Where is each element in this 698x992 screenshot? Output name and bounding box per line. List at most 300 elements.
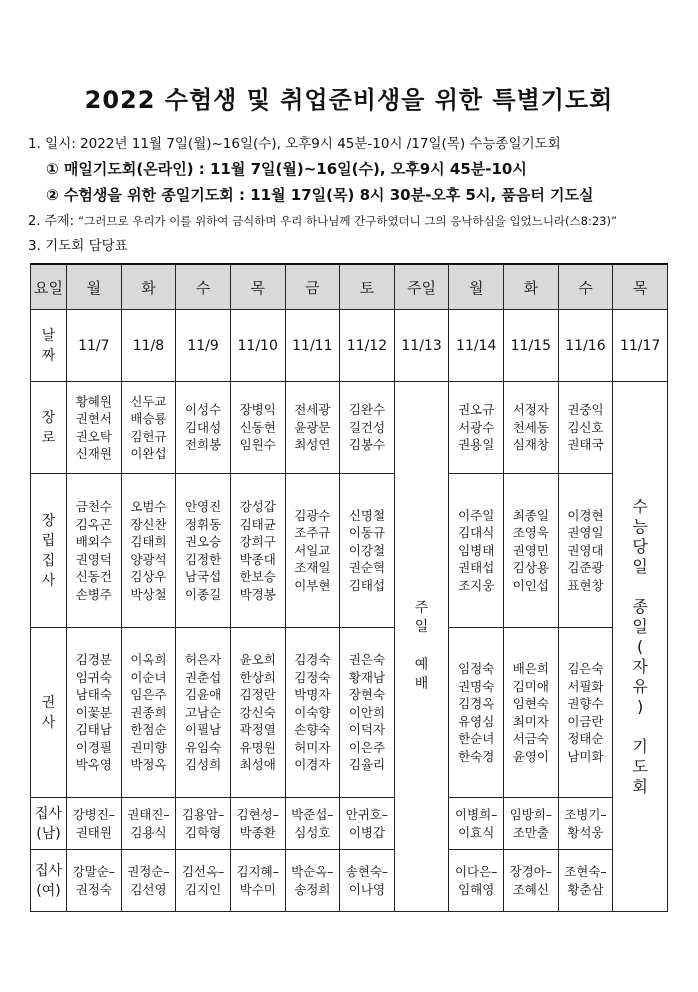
person-name: 임해영 — [458, 881, 495, 897]
person-name: 전희봉 — [184, 437, 222, 453]
date-label-char: 짜 — [41, 347, 56, 364]
date-cell: 11/14 — [449, 310, 504, 382]
person-name: 이안희 — [348, 704, 386, 720]
names-cell — [449, 474, 504, 628]
person-name: 서광수 — [458, 419, 495, 435]
names-cell — [340, 628, 395, 798]
last-day-char: 수 — [632, 496, 648, 516]
person-name: 김신호 — [567, 419, 604, 435]
person-name: 권향수 — [567, 696, 604, 711]
names-cell — [285, 798, 340, 850]
last-day-char: ( — [637, 636, 644, 656]
person-name: 정태순 — [567, 731, 604, 746]
person-name: 이경자 — [294, 757, 331, 773]
person-name: 김태섭 — [348, 577, 386, 593]
person-name: 조혜신 — [512, 881, 549, 897]
names-cell — [176, 474, 231, 628]
person-name: 박종환 — [239, 824, 276, 840]
names-cell — [558, 382, 613, 474]
names-cell — [558, 850, 613, 912]
person-name: 김정란 — [239, 687, 276, 703]
person-name: 김선영 — [130, 881, 167, 897]
person-name: 양광석 — [130, 551, 167, 567]
person-name: 이동규 — [348, 525, 386, 541]
role-label-char: 장 — [41, 409, 56, 426]
person-name: 최성애 — [239, 757, 276, 773]
person-name: 임원수 — [239, 437, 276, 453]
person-name: 서금숙 — [512, 731, 549, 746]
person-name: 강말순– — [72, 864, 116, 879]
person-name: 장경아– — [509, 864, 553, 879]
date-cell: 11/15 — [504, 310, 559, 382]
person-name: 장병익 — [239, 402, 276, 418]
person-name: 권태원 — [75, 824, 112, 840]
person-name: 송정희 — [294, 881, 331, 897]
person-name: 황춘삼 — [567, 881, 604, 897]
person-name: 조지웅 — [458, 577, 495, 593]
person-name: 김정숙 — [294, 669, 331, 685]
date-cell: 11/10 — [230, 310, 285, 382]
person-name: 이필남 — [184, 722, 222, 738]
schedule-line: 1. 일시: 2022년 11월 7일(월)~16일(수), 오후9시 45분-10시 /17일(목) 수능종일기도회 — [28, 136, 561, 152]
names-cell — [504, 798, 559, 850]
person-name: 임방희– — [509, 807, 553, 822]
person-name: 김은숙 — [567, 661, 604, 676]
date-cell: 11/9 — [176, 310, 231, 382]
person-name: 박정옥 — [130, 757, 167, 773]
date-cell: 11/17 — [613, 310, 668, 382]
names-cell — [230, 474, 285, 628]
role-label-char: 집 — [41, 552, 56, 569]
last-day-char: 당 — [632, 536, 648, 556]
date-label-char: 날 — [41, 327, 56, 344]
person-name: 박준섭– — [291, 807, 334, 822]
role-label — [31, 382, 67, 474]
names-cell — [449, 628, 504, 798]
person-name: 임귀숙 — [75, 669, 112, 685]
names-cell — [558, 628, 613, 798]
header-row — [31, 264, 668, 310]
person-name: 정휘동 — [184, 516, 222, 532]
role-label — [31, 628, 67, 798]
person-name: 김경분 — [75, 652, 112, 668]
day-header: 수 — [558, 264, 613, 310]
person-name: 권미향 — [130, 739, 167, 755]
person-name: 최미자 — [512, 713, 549, 729]
person-name: 강병진– — [72, 807, 116, 822]
names-cell — [504, 628, 559, 798]
names-cell — [230, 850, 285, 912]
person-name: 이다은– — [454, 864, 498, 879]
person-name: 권현서 — [75, 411, 112, 426]
person-name: 조현숙– — [564, 864, 607, 879]
person-name: 배승룡 — [130, 411, 167, 426]
person-name: 이금란 — [567, 713, 604, 729]
last-day-char: 일 — [632, 616, 648, 636]
person-name: 신동현 — [239, 419, 276, 435]
person-name: 황석웅 — [567, 824, 604, 840]
header-label: 요일 — [31, 264, 67, 310]
person-name: 박상철 — [130, 586, 167, 602]
person-name: 김정한 — [184, 551, 222, 567]
person-name: 권명숙 — [458, 678, 495, 694]
names-cell — [340, 798, 395, 850]
person-name: 김지인 — [184, 881, 222, 897]
names-cell — [121, 850, 176, 912]
role-label-char: (남) — [36, 825, 61, 842]
person-name: 김준광 — [567, 560, 604, 576]
last-day-char: ) — [637, 696, 644, 716]
sunday-note-char: 일 — [414, 619, 429, 635]
person-name: 이경필 — [75, 739, 112, 755]
person-name: 박명자 — [294, 687, 331, 703]
role-row — [31, 474, 668, 628]
person-name: 황혜원 — [75, 393, 112, 409]
person-name: 임정숙 — [458, 661, 495, 676]
day-header: 월 — [449, 264, 504, 310]
person-name: 이옥희 — [130, 652, 167, 668]
role-label-char: 립 — [41, 532, 56, 549]
person-name: 안영진 — [184, 499, 222, 514]
daily-prayer-line: ① 매일기도회(온라인) : 11월 7일(월)~16일(수), 오후9시 45분-10시 — [46, 160, 527, 178]
day-header: 목 — [230, 264, 285, 310]
person-name: 김옥곤 — [75, 516, 112, 532]
theme-label: 2. 주제: — [28, 214, 79, 229]
person-name: 한점순 — [130, 722, 167, 738]
date-cell: 11/7 — [67, 310, 122, 382]
person-name: 신동건 — [75, 569, 112, 584]
page-title: 2022 수험생 및 취업준비생을 위한 특별기도회 — [84, 86, 614, 114]
person-name: 한보승 — [239, 569, 276, 584]
person-name: 신명철 — [348, 507, 386, 523]
day-header: 토 — [340, 264, 395, 310]
person-name: 박종대 — [239, 551, 276, 567]
names-cell — [449, 798, 504, 850]
names-cell — [121, 798, 176, 850]
person-name: 권정숙 — [75, 881, 112, 897]
allday-prayer-line: ② 수험생을 위한 종일기도회 : 11월 17일(목) 8시 30분-오후 5시, 품음터 기도실 — [46, 186, 594, 204]
names-cell — [67, 798, 122, 850]
person-name: 한숙경 — [458, 748, 495, 764]
last-day-char: 능 — [632, 516, 648, 536]
person-name: 조영욱 — [512, 525, 549, 541]
person-name: 손병주 — [75, 586, 112, 602]
person-name: 강신숙 — [239, 704, 276, 720]
day-header: 화 — [504, 264, 559, 310]
names-cell — [558, 474, 613, 628]
role-label-char: 사 — [41, 714, 56, 731]
day-header: 수 — [176, 264, 231, 310]
role-row — [31, 798, 668, 850]
names-cell — [176, 382, 231, 474]
person-name: 조만출 — [512, 824, 549, 840]
person-name: 김선옥– — [181, 864, 225, 879]
names-cell — [449, 382, 504, 474]
person-name: 오범수 — [130, 499, 167, 514]
person-name: 남태숙 — [75, 687, 112, 703]
person-name: 심재창 — [512, 437, 549, 453]
names-cell — [121, 382, 176, 474]
role-label-char: (여) — [36, 882, 61, 899]
names-cell — [67, 850, 122, 912]
person-name: 김율리 — [348, 757, 386, 773]
names-cell — [176, 850, 231, 912]
person-name: 배은희 — [512, 661, 549, 676]
person-name: 김태남 — [75, 722, 112, 738]
person-name: 송현숙– — [345, 864, 389, 879]
names-cell — [67, 474, 122, 628]
person-name: 박순옥– — [291, 864, 334, 879]
person-name: 김광수 — [294, 507, 331, 523]
person-name: 윤광문 — [294, 419, 331, 435]
last-day-char: 종 — [632, 596, 648, 616]
role-label — [31, 850, 67, 912]
person-name: 권종희 — [130, 704, 167, 720]
names-cell — [285, 382, 340, 474]
names-cell — [121, 628, 176, 798]
last-day-char: 도 — [632, 756, 648, 776]
role-label — [31, 798, 67, 850]
person-name: 권오규 — [458, 402, 495, 418]
person-name: 박경봉 — [239, 586, 276, 602]
person-name: 권용일 — [458, 437, 495, 453]
day-header: 화 — [121, 264, 176, 310]
role-label-char: 장 — [41, 512, 56, 529]
person-name: 배외수 — [75, 534, 112, 549]
prayer-assignment-table — [30, 263, 668, 912]
role-label — [31, 474, 67, 628]
person-name: 김지혜– — [236, 864, 279, 879]
person-name: 이순녀 — [130, 669, 167, 685]
person-name: 권영덕 — [75, 551, 112, 567]
role-row — [31, 850, 668, 912]
date-label — [31, 310, 67, 382]
names-cell — [176, 628, 231, 798]
names-cell — [340, 382, 395, 474]
person-name: 조병기– — [564, 807, 607, 822]
person-name: 권영대 — [567, 542, 604, 558]
date-cell: 11/16 — [558, 310, 613, 382]
person-name: 박옥영 — [75, 757, 112, 773]
person-name: 권순혁 — [348, 560, 386, 576]
person-name: 임현숙 — [512, 696, 549, 711]
names-cell — [230, 628, 285, 798]
person-name: 황재남 — [348, 669, 386, 685]
role-label-char: 권 — [41, 694, 56, 711]
person-name: 길건성 — [348, 419, 386, 435]
person-name: 장신찬 — [130, 516, 167, 532]
person-name: 권오탁 — [75, 428, 112, 444]
person-name: 이나영 — [348, 881, 386, 897]
person-name: 고남순 — [184, 704, 222, 720]
person-name: 이효식 — [458, 824, 495, 840]
assignment-heading: 3. 기도회 담당표 — [28, 238, 128, 254]
person-name: 손향숙 — [294, 722, 331, 738]
person-name: 박수미 — [239, 881, 276, 897]
names-cell — [285, 850, 340, 912]
date-cell: 11/12 — [340, 310, 395, 382]
sunday-note-char: 주 — [414, 600, 429, 616]
last-day-char — [613, 717, 667, 737]
person-name: 김윤애 — [184, 687, 222, 703]
person-name: 한순녀 — [458, 731, 495, 746]
names-cell — [504, 850, 559, 912]
person-name: 유영심 — [458, 713, 495, 729]
person-name: 김용암– — [181, 807, 225, 822]
person-name: 최종일 — [512, 507, 549, 523]
person-name: 장현숙 — [348, 687, 386, 703]
last-day-char: 유 — [632, 676, 648, 696]
person-name: 심성호 — [294, 824, 331, 840]
person-name: 곽정열 — [239, 722, 276, 738]
person-name: 천세동 — [512, 419, 549, 435]
person-name: 권영민 — [512, 542, 549, 558]
day-header: 주일 — [394, 264, 449, 310]
person-name: 권은숙 — [348, 652, 386, 668]
person-name: 김학형 — [184, 824, 222, 840]
person-name: 김태희 — [130, 534, 167, 549]
person-name: 김태균 — [239, 516, 276, 532]
person-name: 김경옥 — [458, 696, 495, 711]
day-header: 월 — [67, 264, 122, 310]
person-name: 남미화 — [567, 748, 604, 764]
person-name: 강희구 — [239, 534, 276, 549]
person-name: 임병태 — [458, 542, 495, 558]
person-name: 허은자 — [184, 652, 222, 668]
person-name: 허미자 — [294, 739, 331, 755]
date-cell: 11/8 — [121, 310, 176, 382]
person-name: 이완섭 — [130, 446, 167, 461]
names-cell — [121, 474, 176, 628]
last-day-note — [613, 382, 668, 912]
person-name: 김용식 — [130, 824, 167, 840]
person-name: 김현성– — [236, 807, 279, 822]
last-day-char: 회 — [632, 776, 648, 796]
person-name: 이인섭 — [512, 577, 549, 593]
names-cell — [285, 474, 340, 628]
names-cell — [340, 474, 395, 628]
person-name: 권영일 — [567, 525, 604, 541]
names-cell — [176, 798, 231, 850]
date-cell: 11/13 — [394, 310, 449, 382]
day-header: 목 — [613, 264, 668, 310]
person-name: 이병갑 — [348, 824, 386, 840]
day-header: 금 — [285, 264, 340, 310]
person-name: 최성연 — [294, 437, 331, 453]
last-day-char: 자 — [632, 656, 648, 676]
names-cell — [230, 798, 285, 850]
person-name: 신두교 — [130, 393, 167, 409]
person-name: 김경숙 — [294, 652, 331, 668]
person-name: 안귀호– — [345, 807, 389, 822]
role-label-char: 로 — [41, 429, 56, 446]
names-cell — [285, 628, 340, 798]
person-name: 임은주 — [130, 687, 167, 703]
names-cell — [340, 850, 395, 912]
names-cell — [504, 382, 559, 474]
sunday-note-char: 배 — [414, 676, 429, 692]
person-name: 강성갑 — [239, 499, 276, 514]
person-name: 전세광 — [294, 402, 331, 418]
person-name: 윤오희 — [239, 652, 276, 668]
theme-quote: “그러므로 우리가 이를 위하여 금식하며 우리 하나님께 간구하였더니 그의 응낙하심을 입었느니라(스8:23)” — [78, 214, 617, 228]
person-name: 이병희– — [454, 807, 498, 822]
person-name: 김대식 — [458, 525, 495, 541]
person-name: 권정순– — [127, 864, 170, 879]
role-label-char: 집사 — [34, 805, 63, 822]
date-row — [31, 310, 668, 382]
person-name: 이덕자 — [348, 722, 386, 738]
last-day-char: 일 — [632, 556, 648, 576]
person-name: 김상우 — [130, 569, 167, 584]
person-name: 서일교 — [294, 542, 331, 558]
person-name: 유임숙 — [184, 739, 222, 755]
person-name: 권중익 — [567, 402, 604, 418]
person-name: 이종길 — [184, 586, 222, 602]
role-row — [31, 382, 668, 474]
person-name: 조주규 — [294, 525, 331, 541]
last-day-char — [613, 577, 667, 597]
person-name: 김대성 — [184, 419, 222, 435]
sunday-note — [394, 382, 449, 912]
person-name: 조재일 — [294, 560, 331, 576]
person-name: 한상희 — [239, 669, 276, 685]
person-name: 김봉수 — [348, 437, 386, 453]
person-name: 이강철 — [348, 542, 386, 558]
names-cell — [67, 628, 122, 798]
person-name: 표현창 — [567, 577, 604, 593]
person-name: 서정자 — [512, 402, 549, 418]
person-name: 이부현 — [294, 577, 331, 593]
names-cell — [230, 382, 285, 474]
person-name: 권태국 — [567, 437, 604, 453]
names-cell — [504, 474, 559, 628]
person-name: 이성수 — [184, 402, 222, 418]
person-name: 김상용 — [512, 560, 549, 576]
person-name: 윤영이 — [512, 748, 549, 764]
person-name: 이주일 — [458, 507, 495, 523]
person-name: 김헌규 — [130, 428, 167, 444]
person-name: 권춘섭 — [184, 669, 222, 685]
person-name: 남국섭 — [184, 569, 222, 584]
sunday-note-char — [395, 637, 449, 656]
person-name: 이꽃분 — [75, 704, 112, 720]
person-name: 권태섭 — [458, 560, 495, 576]
theme-line — [28, 210, 617, 229]
person-name: 권오승 — [184, 534, 222, 549]
names-cell — [67, 382, 122, 474]
names-cell — [558, 798, 613, 850]
person-name: 신재원 — [75, 446, 112, 461]
names-cell — [449, 850, 504, 912]
person-name: 이경현 — [567, 507, 604, 523]
role-label-char: 사 — [41, 572, 56, 589]
person-name: 이숙향 — [294, 704, 331, 720]
person-name: 김성희 — [184, 757, 222, 773]
last-day-char: 기 — [632, 736, 648, 756]
role-row — [31, 628, 668, 798]
person-name: 서필화 — [567, 678, 604, 694]
date-cell: 11/11 — [285, 310, 340, 382]
person-name: 김완수 — [348, 402, 386, 418]
person-name: 이은주 — [348, 739, 386, 755]
person-name: 금천수 — [75, 499, 112, 514]
person-name: 유명원 — [239, 739, 276, 755]
person-name: 권태진– — [127, 807, 170, 822]
role-label-char: 집사 — [34, 862, 63, 879]
sunday-note-char: 예 — [414, 657, 429, 673]
person-name: 김미애 — [512, 678, 549, 694]
